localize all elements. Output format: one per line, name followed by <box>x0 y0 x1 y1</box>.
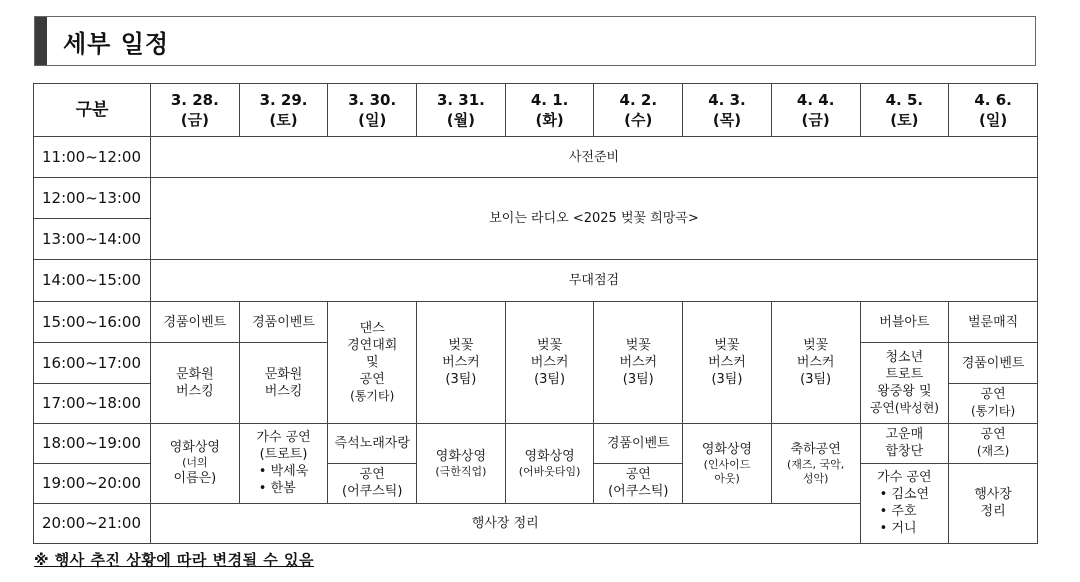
schedule-cell: 댄스 경연대회 및 공연 (통기타) <box>328 302 417 423</box>
time-cell: 18:00~19:00 <box>34 423 151 463</box>
schedule-cell: 문화원 버스킹 <box>239 343 328 423</box>
header-date: 4. 2. (수) <box>594 84 683 137</box>
header-date: 3. 31. (월) <box>417 84 506 137</box>
schedule-cell: 무대점검 <box>151 260 1038 302</box>
schedule-cell: 문화원 버스킹 <box>151 343 240 423</box>
schedule-cell: 공연 (어쿠스틱) <box>594 463 683 503</box>
schedule-cell: 공연 (통기타) <box>949 383 1038 423</box>
time-cell: 13:00~14:00 <box>34 219 151 260</box>
schedule-cell: 벚꽃 버스커 (3팀) <box>771 302 860 423</box>
schedule-table <box>33 83 1038 544</box>
schedule-cell: 영화상영 (인사이드 아웃) <box>683 423 772 503</box>
time-cell: 14:00~15:00 <box>34 260 151 302</box>
schedule-cell: 영화상영 (너의 이름은) <box>151 423 240 503</box>
schedule-cell: 즉석노래자랑 <box>328 423 417 463</box>
schedule-cell: 벚꽃 버스커 (3팀) <box>683 302 772 423</box>
schedule-cell: 축하공연 (재즈, 국악, 성악) <box>771 423 860 503</box>
table-row <box>34 137 1038 178</box>
time-cell: 11:00~12:00 <box>34 137 151 178</box>
schedule-cell: 공연 (재즈) <box>949 423 1038 463</box>
schedule-cell: 행사장 정리 <box>949 463 1038 543</box>
header-date: 3. 28. (금) <box>151 84 240 137</box>
schedule-cell: 가수 공연 • 김소연 • 주호 • 거니 <box>860 463 949 543</box>
time-cell: 20:00~21:00 <box>34 503 151 543</box>
header-row <box>34 84 1038 137</box>
header-date: 4. 1. (화) <box>505 84 594 137</box>
schedule-cell: 버블아트 <box>860 302 949 343</box>
schedule-cell: 고운매 합창단 <box>860 423 949 463</box>
table-row <box>34 178 1038 219</box>
table-row <box>34 423 1038 463</box>
singer-list: • 박세욱 • 한봄 <box>259 463 309 497</box>
schedule-cell: 경품이벤트 <box>949 343 1038 383</box>
time-cell: 12:00~13:00 <box>34 178 151 219</box>
header-date: 4. 3. (목) <box>683 84 772 137</box>
schedule-cell: 경품이벤트 <box>239 302 328 343</box>
time-cell: 17:00~18:00 <box>34 383 151 423</box>
schedule-cell: 영화상영 (어바웃타임) <box>505 423 594 503</box>
schedule-cell: 벚꽃 버스커 (3팀) <box>505 302 594 423</box>
schedule-cell: 벌룬매직 <box>949 302 1038 343</box>
header-date: 4. 5. (토) <box>860 84 949 137</box>
time-cell: 16:00~17:00 <box>34 343 151 383</box>
time-cell: 19:00~20:00 <box>34 463 151 503</box>
schedule-cell: 경품이벤트 <box>151 302 240 343</box>
section-title: 세부 일정 <box>63 30 170 58</box>
table-row <box>34 260 1038 302</box>
schedule-cell: 사전준비 <box>151 137 1038 178</box>
header-date: 4. 4. (금) <box>771 84 860 137</box>
header-date: 4. 6. (일) <box>949 84 1038 137</box>
schedule-cell: 행사장 정리 <box>151 503 861 543</box>
schedule-cell: 벚꽃 버스커 (3팀) <box>594 302 683 423</box>
schedule-cell: 영화상영 (극한직업) <box>417 423 506 503</box>
header-date: 3. 29. (토) <box>239 84 328 137</box>
schedule-cell: 벚꽃 버스커 (3팀) <box>417 302 506 423</box>
time-cell: 15:00~16:00 <box>34 302 151 343</box>
schedule-cell: 청소년 트로트 왕중왕 및 공연(박성현) <box>860 343 949 423</box>
table-row <box>34 302 1038 343</box>
title-accent-bar <box>35 17 47 65</box>
schedule-cell: 보이는 라디오 <2025 벚꽃 희망곡> <box>151 178 1038 260</box>
schedule-cell: 가수 공연 (트로트) • 박세욱 • 한봄 <box>239 423 328 503</box>
header-label: 구분 <box>34 84 151 137</box>
schedule-cell: 경품이벤트 <box>594 423 683 463</box>
schedule-cell: 공연 (어쿠스틱) <box>328 463 417 503</box>
footnote: ※ 행사 추진 상황에 따라 변경될 수 있음 <box>34 551 314 569</box>
header-date: 3. 30. (일) <box>328 84 417 137</box>
section-title-box <box>34 16 1036 66</box>
singer-list: • 김소연 • 주호 • 거니 <box>880 486 930 537</box>
